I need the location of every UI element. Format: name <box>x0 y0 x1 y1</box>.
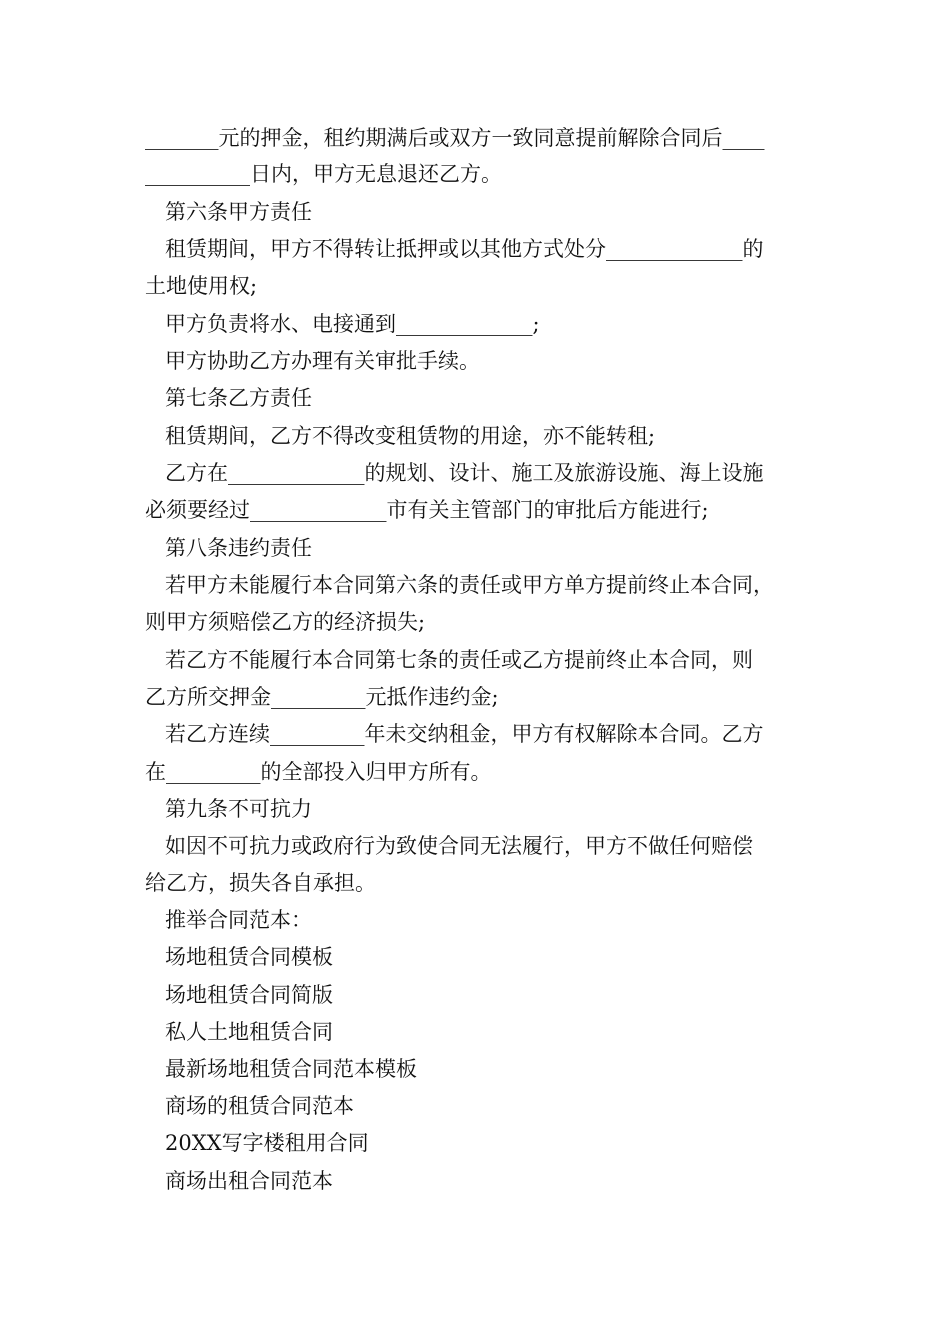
article-seven-clause-1: 租赁期间，乙方不得改变租赁物的用途，亦不能转租; <box>165 424 656 448</box>
article-nine-heading: 第九条不可抗力 <box>165 797 312 821</box>
article-nine-clause: 如因不可抗力或政府行为致使合同无法履行，甲方不做任何赔偿 <box>165 834 753 858</box>
recommended-link-2[interactable]: 场地租赁合同简版 <box>165 983 333 1007</box>
article-nine-clause-cont: 给乙方，损失各自承担。 <box>145 871 376 895</box>
article-eight-clause-1-cont: 则甲方须赔偿乙方的经济损失; <box>145 610 426 634</box>
article-six-clause-1-cont: 土地使用权; <box>145 274 258 298</box>
article-eight-clause-3: 若乙方连续_________年未交纳租金，甲方有权解除本合同。乙方 <box>165 722 764 746</box>
article-seven-clause-2-cont: 必须要经过_____________市有关主管部门的审批后方能进行; <box>145 498 709 522</box>
article-eight-clause-2-cont: 乙方所交押金_________元抵作违约金; <box>145 685 499 709</box>
recommended-link-6[interactable]: 20XX写字楼租用合同 <box>165 1131 369 1155</box>
recommended-link-3[interactable]: 私人土地租赁合同 <box>165 1020 333 1044</box>
recommended-link-5[interactable]: 商场的租赁合同范本 <box>165 1094 354 1118</box>
article-eight-clause-3-cont: 在_________的全部投入归甲方所有。 <box>145 760 492 784</box>
deposit-clause-line: _______元的押金，租约期满后或双方一致同意提前解除合同后____ <box>145 126 765 150</box>
article-six-clause-2: 甲方负责将水、电接通到_____________; <box>165 312 540 336</box>
article-seven-heading: 第七条乙方责任 <box>165 386 312 410</box>
article-six-clause-1: 租赁期间，甲方不得转让抵押或以其他方式处分_____________的 <box>165 237 764 261</box>
deposit-refund-line: __________日内，甲方无息退还乙方。 <box>145 162 502 186</box>
article-six-heading: 第六条甲方责任 <box>165 200 312 224</box>
recommended-link-7[interactable]: 商场出租合同范本 <box>165 1169 333 1193</box>
article-eight-heading: 第八条违约责任 <box>165 536 312 560</box>
article-seven-clause-2: 乙方在_____________的规划、设计、施工及旅游设施、海上设施 <box>165 461 764 485</box>
recommended-heading: 推举合同范本： <box>165 908 312 932</box>
recommended-link-1[interactable]: 场地租赁合同模板 <box>165 945 333 969</box>
article-eight-clause-1: 若甲方未能履行本合同第六条的责任或甲方单方提前终止本合同， <box>165 573 774 597</box>
recommended-link-4[interactable]: 最新场地租赁合同范本模板 <box>165 1057 417 1081</box>
article-eight-clause-2: 若乙方不能履行本合同第七条的责任或乙方提前终止本合同，则 <box>165 648 753 672</box>
article-six-clause-3: 甲方协助乙方办理有关审批手续。 <box>165 349 480 373</box>
